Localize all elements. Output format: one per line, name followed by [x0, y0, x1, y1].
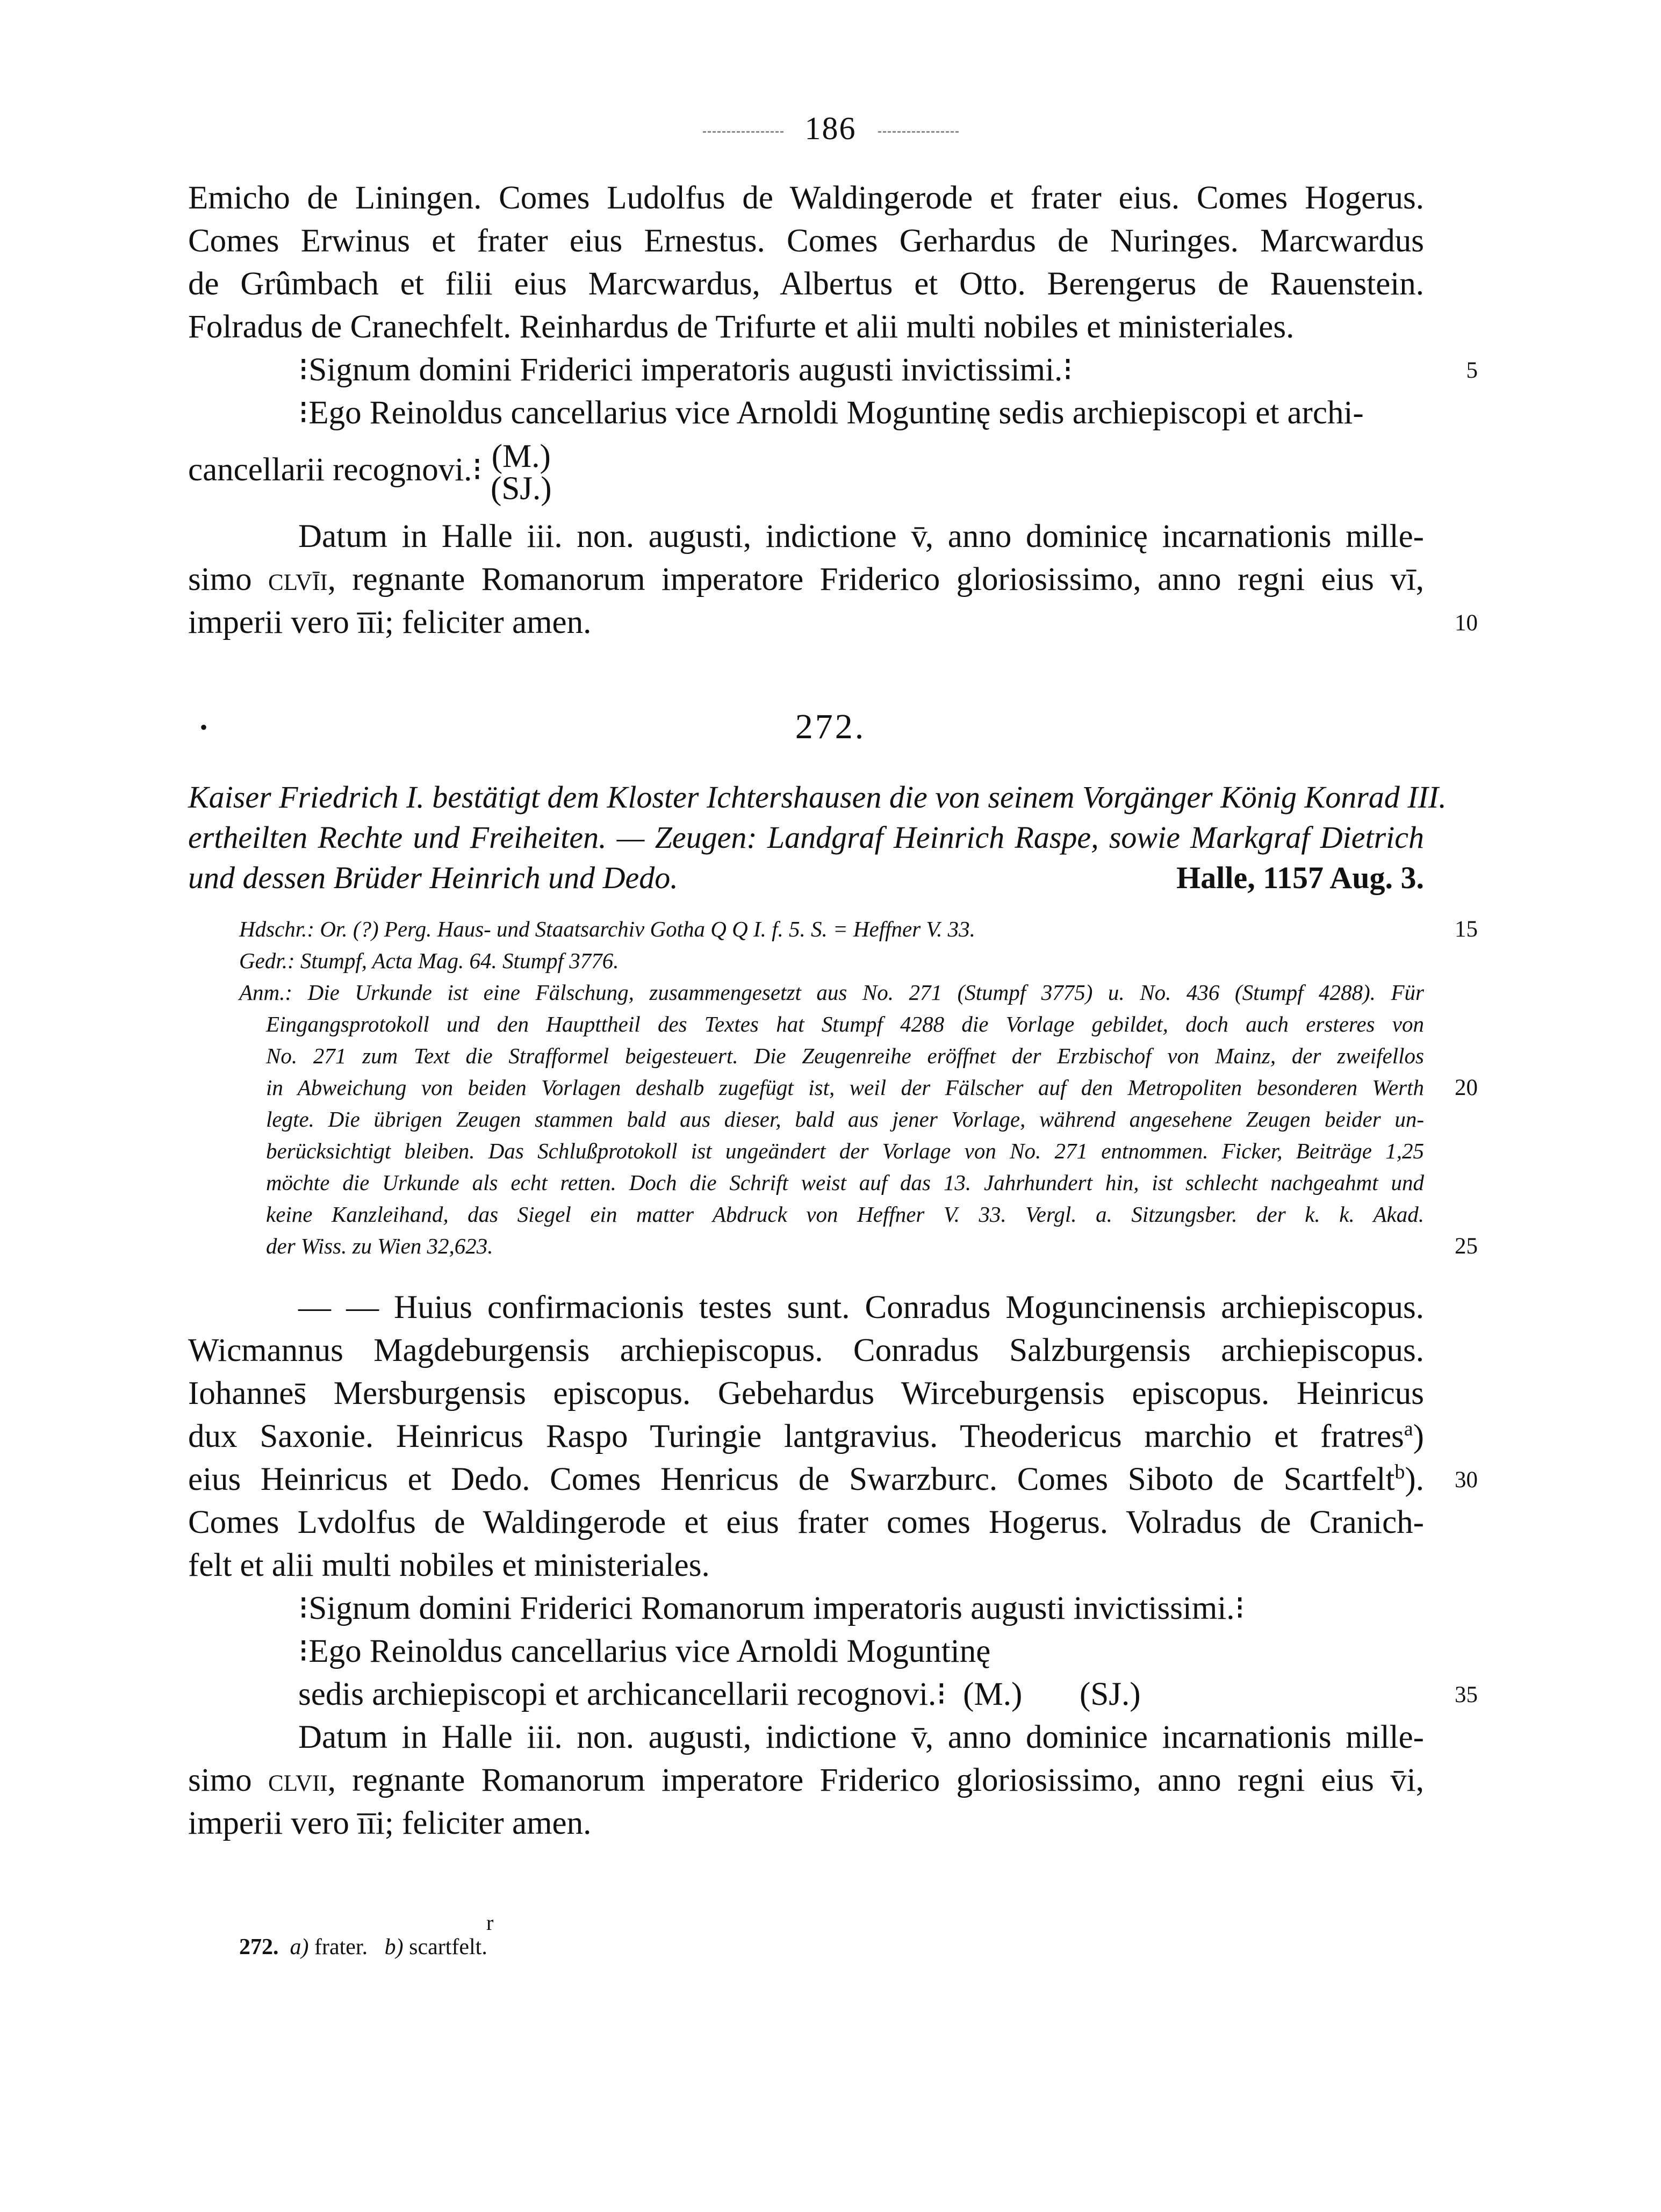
line-number: 15: [1455, 917, 1478, 942]
regest-line: Kaiser Friedrich I. bestätigt dem Kloster Ichtershausen die von seinem Vorgänger König Konrad III.: [188, 780, 1447, 815]
datum-line: imperii vero īīi; feliciter amen.: [188, 1805, 592, 1841]
note-line: keine Kanzleihand, das Siegel ein matter Abdruck von Heffner V. 33. Vergl. a. Sitzungsber. der k. k. Akad.: [266, 1202, 1424, 1227]
body-text: dux Saxonie. Heinricus Raspo Turingie lantgravius. Theodericus marchio et fratres: [188, 1418, 1404, 1454]
footnote-number: 272.: [239, 1935, 279, 1959]
monogram-mark: (M.): [491, 438, 551, 474]
page-number: [0, 110, 1661, 147]
footnote-text: scartfelt.: [409, 1935, 487, 1959]
year-numeral: clvii: [268, 1762, 328, 1798]
body-line: felt et alii multi nobiles et ministeriales.: [188, 1547, 710, 1583]
body-line: [188, 1416, 1424, 1458]
bullet-mark: •: [200, 715, 208, 739]
recognition-line: cancellarii recognovi.⁝ (M.) (SJ.): [188, 438, 552, 507]
line-number: 35: [1455, 1682, 1478, 1707]
body-line: [188, 1459, 1424, 1501]
body-line: — — Huius confirmacionis testes sunt. Conradus Moguncinensis archiepiscopus.: [298, 1289, 1424, 1325]
datum-text: simo: [188, 1762, 269, 1798]
body-text: eius Heinricus et Dedo. Comes Henricus de Swarzburc. Comes Siboto de Scartfelt: [188, 1461, 1395, 1497]
line-number: 20: [1455, 1075, 1478, 1100]
datum-line: imperii vero īīi; feliciter amen.: [188, 604, 592, 640]
text-line: Folradus de Cranechfelt. Reinhardus de Trifurte et alii multi nobiles et ministeriales.: [188, 309, 1295, 345]
text-line: de Grûmbach et filii eius Marcwardus, Albertus et Otto. Berengerus de Rauenstein.: [188, 266, 1424, 302]
note-line: Anm.: Die Urkunde ist eine Fälschung, zusammengesetzt aus No. 271 (Stumpf 3775) u. No. 436 (Stumpf 4288). Für: [239, 980, 1424, 1005]
recognition-text: Ego Reinoldus cancellarius vice Arnoldi Moguntinę sedis archiepiscopi et archi-: [308, 395, 1364, 431]
seal-marks: [491, 438, 552, 507]
note-line: der Wiss. zu Wien 32,623.: [266, 1234, 493, 1258]
signum-text: Signum domini Friderici imperatoris augusti invictissimi.: [308, 352, 1063, 388]
note-line: in Abweichung von beiden Vorlagen deshalb zugefügt ist, weil der Fälscher auf den Metropoliten besonderen Werth: [266, 1075, 1424, 1100]
body-line: Comes Lvdolfus de Waldingerode et eius frater comes Hogerus. Volradus de Cranich-: [188, 1504, 1424, 1540]
signum-text: Signum domini Friderici Romanorum imperatoris augusti invictissimi.: [308, 1590, 1235, 1626]
note-line: berücksichtigt bleiben. Das Schlußprotokoll ist ungeändert der Vorlage von No. 271 entnommen. Ficker, Beiträge 1,25: [266, 1139, 1424, 1163]
note-line: Eingangsprotokoll und den Haupttheil des Textes hat Stumpf 4288 die Vorlage gebildet, doch auch ersteres von: [266, 1012, 1424, 1036]
note-line: No. 271 zum Text die Strafformel beigesteuert. Die Zeugenreihe eröffnet der Erzbischof von Mainz, der zweifellos: [266, 1043, 1424, 1068]
year-numeral: clvīi: [268, 561, 328, 597]
signum-line: ⁝Signum domini Friderici imperatoris augusti invictissimi.⁝: [298, 352, 1073, 388]
datum-text: simo: [188, 561, 269, 597]
footnote-text: frater.: [314, 1935, 368, 1959]
regest-line: [188, 857, 1424, 899]
seal-mark: (SJ.): [491, 471, 552, 507]
recognition-line: sedis archiepiscopi et archicancellarii recognovi.⁝ (M.) (SJ.): [298, 1676, 1141, 1712]
divider: [703, 131, 783, 133]
footnote-marker: b: [1394, 1460, 1405, 1483]
regest-text: und dessen Brüder Heinrich und Dedo.: [188, 860, 678, 895]
page-number-text: 186: [804, 111, 857, 146]
datum-text: , regnante Romanorum imperatore Friderico gloriosissimo, anno regni eius vī,: [327, 561, 1424, 597]
note-line: möchte die Urkunde als echt retten. Doch die Schrift weist auf das 13. Jahrhundert hin, ist schlecht nachgeahmt und: [266, 1170, 1424, 1195]
monogram-mark: (M.): [963, 1676, 1023, 1712]
recognition-text: Ego Reinoldus cancellarius vice Arnoldi Moguntinę: [308, 1633, 991, 1669]
signum-line: ⁝Signum domini Friderici Romanorum imperatoris augusti invictissimi.⁝: [298, 1590, 1245, 1626]
line-number: 10: [1455, 610, 1478, 636]
text-line: Comes Erwinus et frater eius Ernestus. Comes Gerhardus de Nuringes. Marcwardus: [188, 223, 1424, 259]
line-number: 25: [1455, 1234, 1478, 1259]
recognition-text: sedis archiepiscopi et archicancellarii recognovi.: [298, 1676, 937, 1712]
datum-line: Datum in Halle iii. non. augusti, indictione v̄, anno dominice incarnationis mille-: [298, 1719, 1424, 1755]
recognition-line: ⁝Ego Reinoldus cancellarius vice Arnoldi Moguntinę sedis archiepiscopi et archi-: [298, 395, 1364, 431]
place-date: Halle, 1157 Aug. 3.: [1176, 860, 1424, 895]
divider: [878, 131, 959, 133]
note-line: Hdschr.: Or. (?) Perg. Haus- und Staatsarchiv Gotha Q Q I. f. 5. S. = Heffner V. 33.: [239, 917, 975, 941]
line-number: 30: [1455, 1467, 1478, 1493]
recognition-text: cancellarii recognovi.: [188, 452, 472, 488]
line-number: 5: [1466, 358, 1478, 383]
datum-line: [188, 559, 1424, 601]
footnote-label: a): [290, 1935, 309, 1959]
body-text: ).: [1405, 1461, 1424, 1497]
document-number: 272.: [795, 707, 866, 746]
body-line: Iohannes̄ Mersburgensis episcopus. Gebehardus Wirceburgensis episcopus. Heinricus: [188, 1375, 1424, 1411]
footnote-superscript: r: [486, 1911, 494, 1935]
datum-line: Datum in Halle iii. non. augusti, indictione v̄, anno dominicę incarnationis mille-: [298, 518, 1424, 554]
note-line: legte. Die übrigen Zeugen stammen bald aus dieser, bald aus jener Vorlage, während angesehene Zeugen beider un-: [266, 1107, 1424, 1132]
recognition-line: ⁝Ego Reinoldus cancellarius vice Arnoldi Moguntinę: [298, 1633, 991, 1669]
footnote-label: b): [384, 1935, 404, 1959]
seal-mark: (SJ.): [1080, 1676, 1141, 1712]
body-line: Wicmannus Magdeburgensis archiepiscopus. Conradus Salzburgensis archiepiscopus.: [188, 1332, 1424, 1368]
regest-line: ertheilten Rechte und Freiheiten. — Zeugen: Landgraf Heinrich Raspe, sowie Markgraf Dietrich: [188, 820, 1424, 855]
text-line: Emicho de Liningen. Comes Ludolfus de Waldingerode et frater eius. Comes Hogerus.: [188, 180, 1424, 216]
datum-line: [188, 1760, 1424, 1802]
footnote: [239, 1934, 487, 1960]
footnote-marker: a: [1404, 1417, 1413, 1440]
body-text: ): [1413, 1418, 1424, 1454]
datum-text: , regnante Romanorum imperatore Friderico gloriosissimo, anno regni eius v̄i,: [327, 1762, 1424, 1798]
note-line: Gedr.: Stumpf, Acta Mag. 64. Stumpf 3776.: [239, 948, 619, 973]
